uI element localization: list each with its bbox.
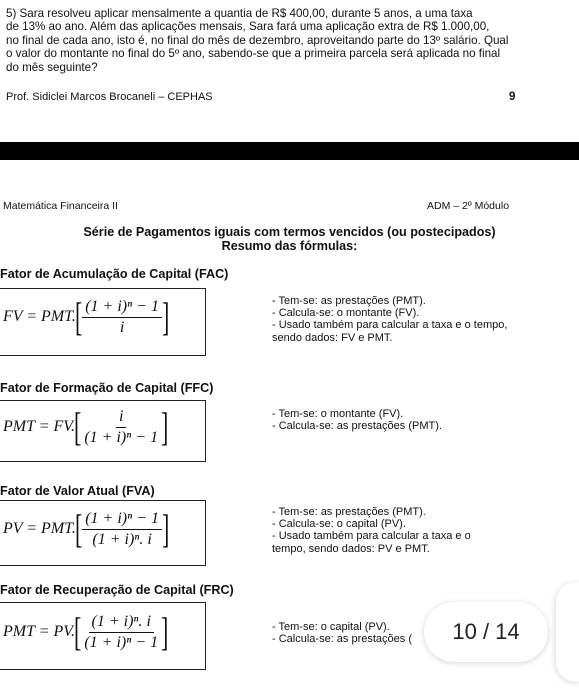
- formula-lhs: PV = PMT.: [3, 520, 76, 537]
- note-line: - Tem-se: as prestações (PMT).: [272, 506, 426, 518]
- question-line: 5) Sara resolveu aplicar mensalmente a quantia de R$ 400,00, durante 5 anos, a uma taxa: [6, 7, 473, 20]
- formula-notes: [272, 621, 412, 645]
- formula-lhs: PMT = FV.: [3, 418, 75, 435]
- note-line: - Usado também para calcular a taxa e o: [272, 530, 471, 543]
- formula: [3, 506, 170, 551]
- page-header-left: Matemática Financeira II: [3, 200, 118, 212]
- question-line: no final de cada ano, isto é, no final do mês de dezembro, aproveitando parte do 13º salário. Qual: [6, 33, 509, 47]
- formula-lhs: PMT = PV.: [3, 623, 75, 640]
- note-line: - Calcula-se: o capital (PV).: [272, 518, 406, 531]
- fraction: [82, 510, 162, 549]
- section-heading: Fator de Valor Atual (FVA): [0, 484, 155, 498]
- question-line: o valor do montante no final do 5º ano, sabendo-se que a primeira parcela será aplicada no final: [6, 47, 501, 61]
- page-header-right: ADM – 2º Módulo: [427, 200, 510, 212]
- bracket-right: ]: [161, 294, 170, 339]
- note-line: - Calcula-se: as prestações (: [272, 633, 412, 646]
- page-footer: Prof. Sidiclei Marcos Brocaneli – CEPHAS: [6, 91, 213, 103]
- formula-box: [0, 400, 206, 462]
- page-title: [0, 225, 579, 253]
- page-separator: [0, 142, 579, 160]
- numerator: (1 + i)ⁿ − 1: [82, 298, 162, 318]
- formula-lhs: FV = PMT.: [3, 308, 76, 325]
- formula-notes: [272, 408, 442, 432]
- numerator: (1 + i)ⁿ. i: [89, 613, 154, 633]
- section-heading: Fator de Formação de Capital (FFC): [0, 381, 214, 395]
- bracket-left: [: [73, 609, 82, 654]
- scroll-edge-overlay[interactable]: [556, 582, 579, 682]
- question-line: do mês seguinte?: [6, 60, 98, 74]
- numerator: (1 + i)ⁿ − 1: [82, 510, 162, 530]
- denominator: (1 + i)ⁿ. i: [92, 530, 152, 548]
- note-line: - Calcula-se: as prestações (PMT).: [272, 420, 442, 433]
- title-line: Série de Pagamentos iguais com termos vencidos (ou postecipados): [83, 225, 496, 239]
- bracket-left: [: [73, 404, 82, 449]
- formula: [3, 294, 170, 339]
- formula-box: [0, 602, 206, 670]
- fraction: [82, 298, 162, 337]
- bracket-right: ]: [161, 506, 170, 551]
- formula: [3, 609, 169, 654]
- bracket-right: ]: [161, 404, 169, 449]
- question-line: de 13% ao ano. Além das aplicações mensais, Sara fará uma aplicação extra de R$ 1.000,00,: [6, 20, 490, 34]
- page-indicator[interactable]: 10 / 14: [424, 602, 548, 662]
- formula-notes: [272, 295, 507, 344]
- note-line: - Tem-se: o montante (FV).: [272, 408, 404, 420]
- denominator: (1 + i)ⁿ − 1: [84, 633, 159, 651]
- note-line: - Calcula-se: o montante (FV).: [272, 307, 420, 320]
- formula: [3, 404, 169, 449]
- formula-notes: [272, 506, 471, 555]
- note-line: sendo dados: FV e PMT.: [272, 331, 393, 344]
- numerator: i: [116, 408, 126, 428]
- formula-box: [0, 288, 206, 356]
- bracket-left: [: [74, 294, 83, 339]
- section-heading: Fator de Acumulação de Capital (FAC): [0, 267, 229, 281]
- denominator: (1 + i)ⁿ − 1: [84, 428, 159, 446]
- denominator: i: [119, 318, 125, 336]
- bracket-left: [: [74, 506, 83, 551]
- fraction: [81, 408, 161, 447]
- page-number: 9: [509, 91, 516, 103]
- note-line: - Tem-se: o capital (PV).: [272, 621, 390, 633]
- note-line: - Usado também para calcular a taxa e o tempo,: [272, 319, 508, 332]
- bracket-right: ]: [161, 609, 169, 654]
- formula-box: [0, 500, 206, 566]
- note-line: - Tem-se: as prestações (PMT).: [272, 295, 426, 307]
- subtitle-line: Resumo das fórmulas:: [221, 239, 358, 253]
- fraction: [81, 613, 161, 652]
- question-text: [6, 7, 572, 74]
- note-line: tempo, sendo dados: PV e PMT.: [272, 542, 430, 555]
- section-heading: Fator de Recuperação de Capital (FRC): [0, 583, 234, 597]
